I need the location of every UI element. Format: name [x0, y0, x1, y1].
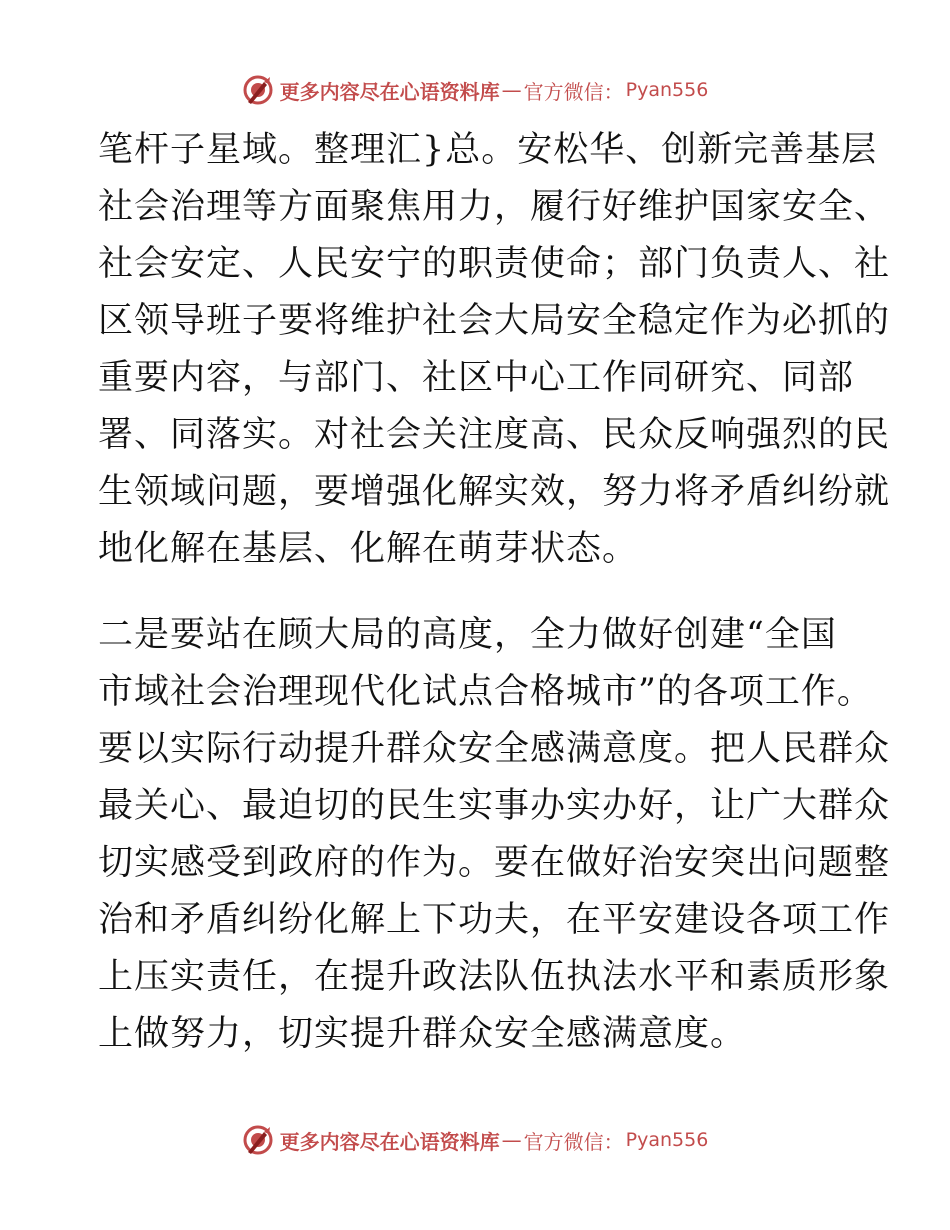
quill-logo-icon: [242, 74, 274, 106]
text-line: 最关心、最迫切的民生实事办实办好，让广大群众: [98, 786, 891, 826]
paragraph-spacer: [98, 578, 858, 607]
paragraph: [98, 607, 891, 1063]
footer-watermark: [0, 1122, 950, 1158]
header-watermark: [0, 72, 950, 108]
text-line: 二是要站在顾大局的高度，全力做好创建“全国: [98, 615, 837, 655]
watermark-dash: —: [501, 1128, 522, 1152]
text-line: 上做努力，切实提升群众安全感满意度。: [98, 1014, 747, 1054]
document-body: [98, 122, 891, 1063]
text-line: 上压实责任，在提升政法队伍执法水平和素质形象: [98, 957, 891, 997]
watermark-wechat-label: 官方微信：: [523, 1129, 624, 1154]
watermark-site-text: 更多内容尽在心语资料库: [279, 1129, 500, 1154]
text-line: 重要内容，与部门、社区中心工作同研究、同部: [98, 358, 855, 398]
text-line: 切实感受到政府的作为。要在做好治安突出问题整: [98, 843, 891, 883]
text-line: 地化解在基层、化解在萌芽状态。: [98, 529, 639, 569]
text-line: 治和矛盾纠纷化解上下功夫，在平安建设各项工作: [98, 900, 891, 940]
text-line: 笔杆子星域。整理汇}总。安松华、创新完善基层: [98, 130, 878, 170]
text-line: 署、同落实。对社会关注度高、民众反响强烈的民: [98, 415, 891, 455]
watermark-dash: —: [501, 78, 522, 102]
text-line: 要以实际行动提升群众安全感满意度。把人民群众: [98, 729, 891, 769]
watermark-site-text: 更多内容尽在心语资料库: [279, 79, 500, 104]
watermark-account: Pyan556: [625, 79, 709, 101]
paragraph: [98, 122, 891, 578]
text-line: 社会安定、人民安宁的职责使命；部门负责人、社: [98, 244, 891, 284]
watermark-wechat-label: 官方微信：: [523, 79, 624, 104]
text-line: 市域社会治理现代化试点合格城市”的各项工作。: [98, 672, 873, 712]
text-line: 生领域问题，要增强化解实效，努力将矛盾纠纷就: [98, 472, 891, 512]
text-line: 区领导班子要将维护社会大局安全稳定作为必抓的: [98, 301, 891, 341]
quill-logo-icon: [242, 1124, 274, 1156]
text-line: 社会治理等方面聚焦用力，履行好维护国家安全、: [98, 187, 891, 227]
watermark-account: Pyan556: [625, 1129, 709, 1151]
